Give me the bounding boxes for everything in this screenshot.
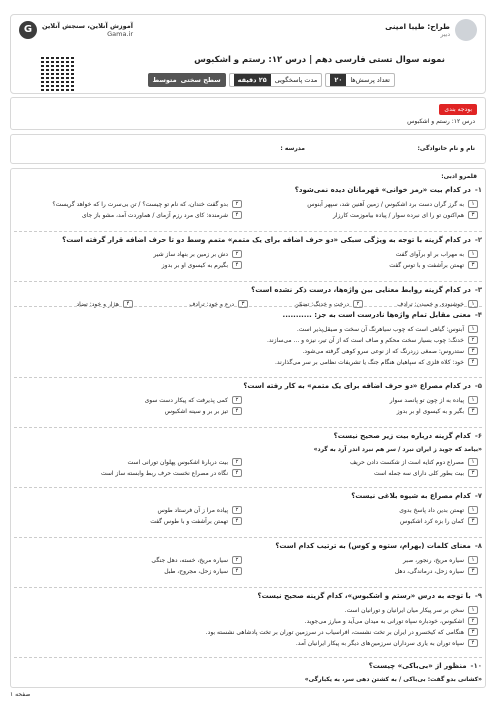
answer-option[interactable]: [101, 469, 242, 477]
option-text: آبنوس: گیاهی است که چوب سیاهرنگ آن سخت و صیقل‌پذیر است.: [296, 325, 464, 333]
option-text: خدنگ: چوب بسیار سخت محکم و صاف است که از آن تیر، نیزه و ... می‌سازند.: [266, 336, 464, 344]
question-stem: در کدام گزینه با توجه به ویژگی سبکی «دو حرف اضافه برای یک متمم» متمم وسط دو تا حرف اضافه قرار گرفته است؟: [62, 236, 471, 244]
divider: [14, 427, 482, 428]
question-stem: کدام مصراع به شیوه بلاغی نیست؟: [351, 492, 471, 500]
option-text: هم‌اکنون تو را ای نبرده سوار / پیاده بیاموزمت کارزار: [333, 211, 464, 219]
question-stem: معنی مقابل تمام واژه‌ها نادرست است به جز: ...........: [282, 311, 471, 319]
answer-option[interactable]: [165, 407, 242, 415]
option-number: ۲: [353, 300, 363, 308]
option-number: ۴: [232, 211, 242, 219]
option-text: نگاه در مصراع نخست حرف ربط وابسته ساز است: [101, 469, 228, 477]
option-text: کمی پذیرفت که پیکار دست سوی: [144, 396, 228, 404]
question-number: ۹-: [474, 592, 482, 600]
question-number: ۳-: [474, 286, 482, 294]
option-text: سخن بر سر پیکار میان ایرانیان و تورانیان است.: [344, 606, 464, 614]
option-text: بیت بطور کلی دارای سه جمله است: [373, 469, 464, 477]
question-text: [14, 662, 482, 670]
option-text: بگیرم به کیسوی او بر بدوز: [161, 261, 228, 269]
answer-option[interactable]: [305, 617, 478, 625]
question-number: ۱-: [474, 186, 482, 194]
answer-option[interactable]: [164, 567, 242, 575]
option-number: ۲: [468, 336, 478, 344]
option-text: به مهراب بر او بر‌آوای گفت: [395, 250, 464, 258]
page-number: صفحه ۱: [10, 691, 31, 698]
option-number: ۲: [232, 250, 242, 258]
question-count-chip: [325, 73, 395, 87]
question-10: [14, 662, 482, 683]
option-number: ۱: [468, 300, 478, 308]
option-text: تهمتن برآشفت و با توس گفت: [389, 261, 464, 269]
question-8: [14, 542, 482, 575]
option-text: پیاده به از چون تو پانصد سوار: [389, 396, 464, 404]
question-number: ۴-: [474, 311, 482, 319]
option-number: ۱: [468, 606, 478, 614]
question-6: [14, 432, 482, 477]
section-title: قلمرو ادبی:: [441, 173, 477, 180]
option-number: ۳: [468, 628, 478, 636]
meta-label: سطح سختی: [180, 76, 221, 84]
option-text: خوشنودی و خمیدن: ترادف: [397, 300, 464, 308]
answer-option[interactable]: [153, 250, 242, 258]
divider: [14, 587, 482, 588]
option-number: ۲: [468, 617, 478, 625]
option-number: ۲: [232, 396, 242, 404]
option-text: تهمتن برآشفت و با طوس گفت: [150, 517, 228, 525]
question-verse: «بیامد که جوید ز ایران نبرد / سر هم نبرد اندر آرد به گرد»: [313, 446, 482, 453]
question-verse: «کشانی بدو گفت: بی‌باکی / به کشتن دهی سر، به یکبارگی»: [304, 676, 482, 683]
answer-option[interactable]: [350, 458, 478, 466]
question-number: ۱۰-: [470, 662, 482, 670]
option-number: ۳: [468, 261, 478, 269]
option-number: ۱: [468, 556, 478, 564]
answer-option[interactable]: [400, 517, 478, 525]
author-name: طراح: طیبا امینی: [385, 22, 450, 31]
option-number: ۴: [232, 517, 242, 525]
question-stem: با توجه به درس «رستم و اشکبوس»، کدام گزینه صحیح نیست؟: [257, 592, 471, 600]
option-number: ۳: [468, 407, 478, 415]
option-number: ۳: [238, 300, 248, 308]
divider: [14, 281, 482, 282]
site-name: آموزش آنلاین، سنجش آنلاین: [42, 22, 134, 30]
answer-option[interactable]: [395, 567, 478, 575]
option-text: درخت و خدنگ: تضمّن: [294, 300, 349, 308]
answer-option[interactable]: [390, 396, 478, 404]
option-number: ۱: [468, 325, 478, 333]
question-number: ۸-: [474, 542, 482, 550]
option-number: ۴: [232, 469, 242, 477]
divider: [14, 537, 482, 538]
logo-icon: G: [19, 21, 37, 39]
question-stem: معنای کلمات (بهرام، ستوه و کوس) به ترتیب کدام است؟: [275, 542, 471, 550]
option-number: ۳: [468, 517, 478, 525]
option-number: ۲: [232, 458, 242, 466]
answer-option[interactable]: [396, 250, 478, 258]
option-number: ۱: [468, 200, 478, 208]
student-form: [10, 134, 486, 164]
option-text: سیاره مریخ، رنجور، صبر: [402, 556, 464, 564]
question-text: [14, 186, 482, 194]
divider: [14, 487, 482, 488]
answer-option[interactable]: [374, 469, 478, 477]
option-number: ۱: [468, 250, 478, 258]
answer-option[interactable]: [267, 336, 478, 344]
question-9: [14, 592, 482, 647]
question-text: [14, 382, 482, 390]
option-text: سیاره مریخ، خسته، دهل جنگی: [151, 556, 228, 564]
question-stem: کدام گزینه درباره بیت زیر صحیح نیست؟: [333, 432, 471, 440]
option-text: به گرز گران دست برد اشکبوس / زمین آهنین شد، سپهر آبنوس: [307, 200, 464, 208]
option-text: بیت دربارهٔ اشکبوس پهلوان تورانی است: [127, 458, 228, 466]
option-number: ۴: [468, 358, 478, 366]
option-number: ۴: [468, 639, 478, 647]
question-number: ۵-: [474, 382, 482, 390]
answer-option[interactable]: [52, 200, 242, 208]
option-text: کمان را بزه کرد اشکبوس: [400, 517, 464, 525]
meta-value: ۲۰: [330, 74, 346, 86]
page-title: نمونه سوال تستی فارسی دهم | درس ۱۲: رستم و اشکبوس: [194, 55, 445, 65]
option-text: شرمنده: کای مرد رزم آزمای / هماوردت آمد، مشو باز جای: [82, 211, 228, 219]
option-number: ۳: [468, 469, 478, 477]
option-number: ۱: [468, 396, 478, 404]
option-number: ۳: [468, 347, 478, 355]
question-text: [14, 542, 482, 550]
option-number: ۴: [232, 261, 242, 269]
answer-option[interactable]: [162, 261, 242, 269]
divider: [14, 377, 482, 378]
duration-chip: [229, 73, 323, 87]
answer-option[interactable]: [399, 506, 478, 514]
site-url: Gama.ir: [107, 30, 134, 38]
answer-option[interactable]: [275, 358, 478, 366]
author-role: دبیر: [440, 31, 450, 38]
answer-option[interactable]: [397, 407, 478, 415]
option-text: سیاره زحل، مجروح، طبل: [164, 567, 228, 575]
question-number: ۷-: [474, 492, 482, 500]
option-number: ۱: [468, 506, 478, 514]
option-text: بگیر و به کیسوی او بر بدوز: [396, 407, 464, 415]
question-text: [14, 311, 482, 319]
option-number: ۳: [468, 211, 478, 219]
option-text: اشکبوس، خودباره سپاه تورانی به میدان می‌آید و مبارز می‌جوید.: [304, 617, 464, 625]
meta-value: ۲۵ دقیقه: [234, 74, 271, 86]
answer-option[interactable]: [389, 261, 478, 269]
answer-option[interactable]: [206, 628, 478, 636]
option-text: درع و خود: ترادف: [189, 300, 234, 308]
question-text: [14, 592, 482, 600]
question-number: ۲-: [474, 236, 482, 244]
answer-option[interactable]: [297, 325, 478, 333]
answer-option[interactable]: [345, 606, 478, 614]
answer-option[interactable]: [307, 200, 478, 208]
avatar: [455, 19, 477, 41]
author-block: [385, 19, 477, 41]
answer-option[interactable]: [157, 506, 242, 514]
option-text: تهمتن بدین داد پاسخ بدوی: [399, 506, 464, 514]
meta-bar: [148, 73, 395, 87]
option-text: بدو گفت خندان، که نام تو چیست؟ / تن بی‌سرت را که خواهد گریست؟: [52, 200, 228, 208]
option-number: ۲: [232, 556, 242, 564]
site-brand: [19, 21, 133, 39]
option-text: سیاره زحل، درماندگی، دهل: [394, 567, 464, 575]
option-text: پیاده مرا ز آن فرستاد طوس: [157, 506, 228, 514]
option-text: دش بر زمین بر بنهاد ساز شیر: [153, 250, 228, 258]
meta-label: مدت پاسخگویی: [274, 76, 318, 84]
option-text: تیز بر بر و سینه اشکبوس: [164, 407, 228, 415]
answer-option[interactable]: [82, 211, 242, 219]
answer-option[interactable]: [151, 556, 242, 564]
meta-value: متوسط: [152, 76, 177, 84]
question-stem: در کدام بیت «رمز خوانی» قهرمانان دیده نمی‌شود؟: [294, 186, 471, 194]
question-7: [14, 492, 482, 525]
qr-pattern: [41, 57, 75, 91]
option-text: هژار و خود: تضاد: [76, 300, 119, 308]
question-2: [14, 236, 482, 269]
notice-text: درس ۱۲: رستم و اشکبوس: [407, 118, 475, 125]
question-text: [14, 236, 482, 244]
option-text: هنگامی که کیخسرو در ایران بر تخت نشست، افراسیاب در سرزمین توران بر تخت پادشاهی نشسته بود.: [205, 628, 464, 636]
option-number: ۴: [123, 300, 133, 308]
divider: [14, 231, 482, 232]
header-card: [10, 14, 486, 94]
answer-option[interactable]: [145, 396, 242, 404]
option-number: ۲: [232, 200, 242, 208]
divider: [14, 306, 482, 307]
name-field-label: نام و نام خانوادگی:: [417, 145, 475, 152]
question-stem: منظور از «بی‌باکی» چیست؟: [368, 662, 467, 670]
notice-badge: بودجه بندی: [439, 104, 477, 115]
question-text: [14, 492, 482, 500]
option-number: ۴: [232, 407, 242, 415]
difficulty-chip: [148, 73, 226, 87]
option-text: خود: کلاه فلزی که سپاهیان هنگام جنگ یا تشریفات نظامی بر سر می‌گذارند.: [275, 358, 464, 366]
option-number: ۱: [468, 458, 478, 466]
answer-option[interactable]: [128, 458, 242, 466]
option-number: ۴: [232, 567, 242, 575]
option-number: ۲: [232, 506, 242, 514]
question-text: [14, 432, 482, 440]
answer-option[interactable]: [333, 211, 478, 219]
option-number: ۳: [468, 567, 478, 575]
answer-option[interactable]: [296, 639, 478, 647]
option-text: ستدروس: صمغی زردرنگ که از نوعی سرو کوهی گرفته می‌شود.: [302, 347, 464, 355]
question-1: [14, 186, 482, 219]
question-stem: در کدام گزینه روابط معنایی بین واژه‌ها، درست ذکر نشده است؟: [251, 286, 471, 294]
school-field-label: مدرسه :: [280, 145, 305, 152]
question-4: [14, 311, 482, 366]
question-5: [14, 382, 482, 415]
answer-option[interactable]: [403, 556, 478, 564]
meta-label: تعداد پرسش‌ها: [350, 76, 390, 84]
option-text: سپاه توران به یاری سرداران سرزمین‌های دیگر به پیکار ایرانیان آمد.: [295, 639, 464, 647]
answer-option[interactable]: [150, 517, 242, 525]
answer-option[interactable]: [303, 347, 478, 355]
notice-box: [10, 97, 486, 130]
question-3: [14, 286, 482, 308]
question-text: [14, 286, 482, 294]
divider: [14, 657, 482, 658]
option-text: مصراع دوم کنایه است از شکست دادن حریف: [349, 458, 464, 466]
question-stem: در کدام مصراع «دو حرف اضافه برای یک متمم» به کار رفته است؟: [243, 382, 471, 390]
question-number: ۶-: [474, 432, 482, 440]
